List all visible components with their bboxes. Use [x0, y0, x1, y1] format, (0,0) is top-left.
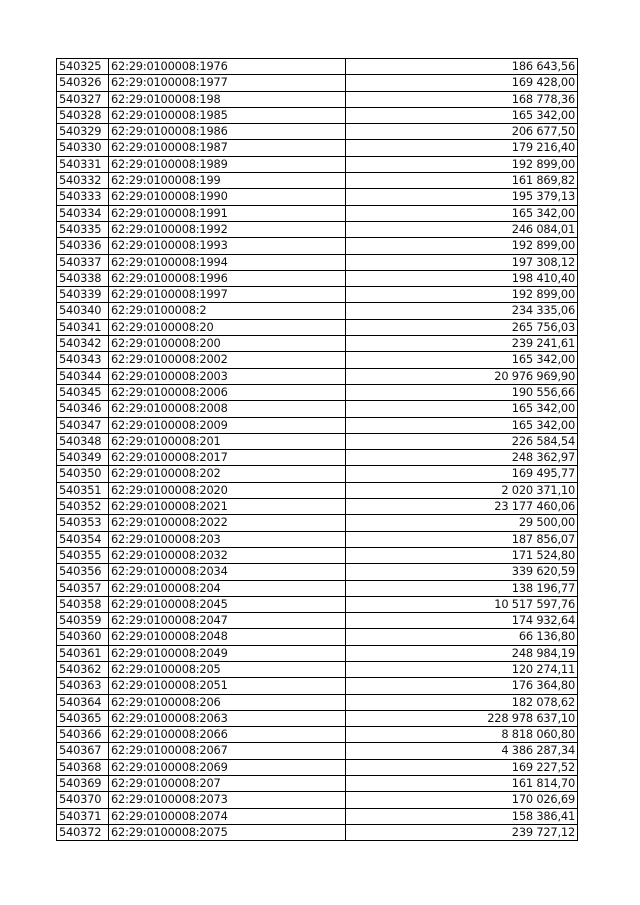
table-row [57, 727, 578, 743]
table-row [57, 336, 578, 352]
cadastral-number-cell: 62:29:0100008:2003 [109, 368, 346, 384]
table-row [57, 694, 578, 710]
cadastral-number-cell: 62:29:0100008:2048 [109, 629, 346, 645]
table-row [57, 221, 578, 237]
table-row [57, 384, 578, 400]
cadastral-value-cell: 197 308,12 [346, 254, 578, 270]
cadastral-value-cell: 179 216,40 [346, 140, 578, 156]
cadastral-value-cell: 158 386,41 [346, 808, 578, 824]
cadastral-number-cell: 62:29:0100008:2066 [109, 727, 346, 743]
table-row [57, 482, 578, 498]
table-row [57, 629, 578, 645]
table-row [57, 417, 578, 433]
table-row [57, 678, 578, 694]
row-number-cell: 540329 [57, 124, 109, 140]
cadastral-value-cell: 29 500,00 [346, 515, 578, 531]
cadastral-number-cell: 62:29:0100008:20 [109, 319, 346, 335]
table-row [57, 776, 578, 792]
cadastral-number-cell: 62:29:0100008:1991 [109, 205, 346, 221]
cadastral-number-cell: 62:29:0100008:2051 [109, 678, 346, 694]
cadastral-value-cell: 20 976 969,90 [346, 368, 578, 384]
row-number-cell: 540357 [57, 580, 109, 596]
row-number-cell: 540352 [57, 499, 109, 515]
table-row [57, 433, 578, 449]
table-row [57, 287, 578, 303]
row-number-cell: 540331 [57, 156, 109, 172]
cadastral-number-cell: 62:29:0100008:199 [109, 173, 346, 189]
row-number-cell: 540350 [57, 466, 109, 482]
row-number-cell: 540367 [57, 743, 109, 759]
row-number-cell: 540326 [57, 75, 109, 91]
cadastral-value-cell: 169 428,00 [346, 75, 578, 91]
cadastral-value-cell: 239 727,12 [346, 824, 578, 840]
cadastral-number-cell: 62:29:0100008:206 [109, 694, 346, 710]
table-row [57, 450, 578, 466]
table-row [57, 759, 578, 775]
row-number-cell: 540353 [57, 515, 109, 531]
row-number-cell: 540340 [57, 303, 109, 319]
cadastral-value-cell: 10 517 597,76 [346, 596, 578, 612]
cadastral-number-cell: 62:29:0100008:2022 [109, 515, 346, 531]
table-row [57, 270, 578, 286]
cadastral-number-cell: 62:29:0100008:2067 [109, 743, 346, 759]
table-row [57, 254, 578, 270]
cadastral-value-cell: 192 899,00 [346, 156, 578, 172]
cadastral-value-cell: 248 362,97 [346, 450, 578, 466]
cadastral-value-cell: 195 379,13 [346, 189, 578, 205]
cadastral-number-cell: 62:29:0100008:1987 [109, 140, 346, 156]
table-row [57, 189, 578, 205]
cadastral-value-cell: 8 818 060,80 [346, 727, 578, 743]
table-row [57, 531, 578, 547]
cadastral-value-cell: 339 620,59 [346, 564, 578, 580]
row-number-cell: 540337 [57, 254, 109, 270]
cadastral-number-cell: 62:29:0100008:203 [109, 531, 346, 547]
cadastral-value-cell: 165 342,00 [346, 352, 578, 368]
cadastral-number-cell: 62:29:0100008:2045 [109, 596, 346, 612]
row-number-cell: 540334 [57, 205, 109, 221]
table-row [57, 466, 578, 482]
row-number-cell: 540325 [57, 59, 109, 75]
cadastral-value-cell: 228 978 637,10 [346, 710, 578, 726]
table-row [57, 596, 578, 612]
cadastral-number-cell: 62:29:0100008:2008 [109, 401, 346, 417]
row-number-cell: 540354 [57, 531, 109, 547]
row-number-cell: 540346 [57, 401, 109, 417]
row-number-cell: 540345 [57, 384, 109, 400]
table-row [57, 547, 578, 563]
cadastral-number-cell: 62:29:0100008:1992 [109, 221, 346, 237]
table-row [57, 710, 578, 726]
cadastral-value-cell: 174 932,64 [346, 613, 578, 629]
cadastral-number-cell: 62:29:0100008:1989 [109, 156, 346, 172]
table-row [57, 59, 578, 75]
row-number-cell: 540359 [57, 613, 109, 629]
cadastral-number-cell: 62:29:0100008:2006 [109, 384, 346, 400]
table-row [57, 352, 578, 368]
cadastral-value-cell: 169 495,77 [346, 466, 578, 482]
cadastral-value-cell: 186 643,56 [346, 59, 578, 75]
row-number-cell: 540339 [57, 287, 109, 303]
row-number-cell: 540330 [57, 140, 109, 156]
cadastral-number-cell: 62:29:0100008:2047 [109, 613, 346, 629]
row-number-cell: 540369 [57, 776, 109, 792]
cadastral-number-cell: 62:29:0100008:1996 [109, 270, 346, 286]
cadastral-value-cell: 165 342,00 [346, 205, 578, 221]
cadastral-value-cell: 239 241,61 [346, 336, 578, 352]
table-row [57, 368, 578, 384]
cadastral-value-cell: 176 364,80 [346, 678, 578, 694]
cadastral-number-cell: 62:29:0100008:204 [109, 580, 346, 596]
cadastral-value-cell: 187 856,07 [346, 531, 578, 547]
cadastral-value-cell: 248 984,19 [346, 645, 578, 661]
table-row [57, 499, 578, 515]
row-number-cell: 540335 [57, 221, 109, 237]
cadastral-number-cell: 62:29:0100008:1997 [109, 287, 346, 303]
row-number-cell: 540341 [57, 319, 109, 335]
cadastral-value-cell: 265 756,03 [346, 319, 578, 335]
cadastral-number-cell: 62:29:0100008:2021 [109, 499, 346, 515]
cadastral-value-table [56, 58, 578, 841]
cadastral-number-cell: 62:29:0100008:1990 [109, 189, 346, 205]
cadastral-value-cell: 226 584,54 [346, 433, 578, 449]
table-row [57, 238, 578, 254]
cadastral-number-cell: 62:29:0100008:2063 [109, 710, 346, 726]
cadastral-number-cell: 62:29:0100008:201 [109, 433, 346, 449]
cadastral-value-cell: 192 899,00 [346, 287, 578, 303]
cadastral-number-cell: 62:29:0100008:202 [109, 466, 346, 482]
cadastral-number-cell: 62:29:0100008:2034 [109, 564, 346, 580]
cadastral-number-cell: 62:29:0100008:1977 [109, 75, 346, 91]
cadastral-value-cell: 2 020 371,10 [346, 482, 578, 498]
cadastral-number-cell: 62:29:0100008:2017 [109, 450, 346, 466]
cadastral-number-cell: 62:29:0100008:2009 [109, 417, 346, 433]
row-number-cell: 540370 [57, 792, 109, 808]
table-row [57, 808, 578, 824]
row-number-cell: 540344 [57, 368, 109, 384]
row-number-cell: 540366 [57, 727, 109, 743]
cadastral-value-cell: 182 078,62 [346, 694, 578, 710]
cadastral-number-cell: 62:29:0100008:1976 [109, 59, 346, 75]
table-body [57, 59, 578, 841]
cadastral-value-cell: 170 026,69 [346, 792, 578, 808]
table-row [57, 645, 578, 661]
row-number-cell: 540358 [57, 596, 109, 612]
row-number-cell: 540351 [57, 482, 109, 498]
table-row [57, 319, 578, 335]
table-row [57, 580, 578, 596]
cadastral-value-cell: 206 677,50 [346, 124, 578, 140]
table-row [57, 792, 578, 808]
row-number-cell: 540363 [57, 678, 109, 694]
cadastral-number-cell: 62:29:0100008:2020 [109, 482, 346, 498]
row-number-cell: 540328 [57, 107, 109, 123]
cadastral-number-cell: 62:29:0100008:2075 [109, 824, 346, 840]
cadastral-number-cell: 62:29:0100008:2069 [109, 759, 346, 775]
table-row [57, 824, 578, 840]
cadastral-number-cell: 62:29:0100008:1986 [109, 124, 346, 140]
cadastral-number-cell: 62:29:0100008:2002 [109, 352, 346, 368]
row-number-cell: 540332 [57, 173, 109, 189]
table-row [57, 140, 578, 156]
table-row [57, 173, 578, 189]
row-number-cell: 540372 [57, 824, 109, 840]
table-row [57, 205, 578, 221]
cadastral-value-cell: 4 386 287,34 [346, 743, 578, 759]
cadastral-number-cell: 62:29:0100008:2049 [109, 645, 346, 661]
row-number-cell: 540365 [57, 710, 109, 726]
row-number-cell: 540362 [57, 661, 109, 677]
table-row [57, 124, 578, 140]
cadastral-value-cell: 198 410,40 [346, 270, 578, 286]
cadastral-value-cell: 161 814,70 [346, 776, 578, 792]
row-number-cell: 540336 [57, 238, 109, 254]
cadastral-value-cell: 165 342,00 [346, 107, 578, 123]
cadastral-number-cell: 62:29:0100008:200 [109, 336, 346, 352]
table-row [57, 91, 578, 107]
cadastral-value-cell: 169 227,52 [346, 759, 578, 775]
row-number-cell: 540371 [57, 808, 109, 824]
cadastral-number-cell: 62:29:0100008:1994 [109, 254, 346, 270]
table-row [57, 303, 578, 319]
row-number-cell: 540327 [57, 91, 109, 107]
cadastral-value-cell: 165 342,00 [346, 417, 578, 433]
table-row [57, 743, 578, 759]
table-row [57, 107, 578, 123]
cadastral-number-cell: 62:29:0100008:2074 [109, 808, 346, 824]
cadastral-value-cell: 234 335,06 [346, 303, 578, 319]
cadastral-value-cell: 190 556,66 [346, 384, 578, 400]
cadastral-number-cell: 62:29:0100008:205 [109, 661, 346, 677]
row-number-cell: 540338 [57, 270, 109, 286]
table-row [57, 661, 578, 677]
row-number-cell: 540360 [57, 629, 109, 645]
table-row [57, 515, 578, 531]
table-row [57, 401, 578, 417]
cadastral-number-cell: 62:29:0100008:1985 [109, 107, 346, 123]
cadastral-value-cell: 23 177 460,06 [346, 499, 578, 515]
row-number-cell: 540342 [57, 336, 109, 352]
row-number-cell: 540364 [57, 694, 109, 710]
cadastral-number-cell: 62:29:0100008:1993 [109, 238, 346, 254]
table-row [57, 564, 578, 580]
cadastral-value-cell: 171 524,80 [346, 547, 578, 563]
cadastral-number-cell: 62:29:0100008:198 [109, 91, 346, 107]
row-number-cell: 540348 [57, 433, 109, 449]
cadastral-value-cell: 120 274,11 [346, 661, 578, 677]
row-number-cell: 540356 [57, 564, 109, 580]
row-number-cell: 540355 [57, 547, 109, 563]
cadastral-number-cell: 62:29:0100008:2073 [109, 792, 346, 808]
row-number-cell: 540347 [57, 417, 109, 433]
row-number-cell: 540349 [57, 450, 109, 466]
cadastral-value-cell: 165 342,00 [346, 401, 578, 417]
cadastral-number-cell: 62:29:0100008:2 [109, 303, 346, 319]
row-number-cell: 540343 [57, 352, 109, 368]
row-number-cell: 540368 [57, 759, 109, 775]
cadastral-value-cell: 192 899,00 [346, 238, 578, 254]
row-number-cell: 540361 [57, 645, 109, 661]
table-row [57, 75, 578, 91]
cadastral-value-cell: 138 196,77 [346, 580, 578, 596]
cadastral-value-cell: 246 084,01 [346, 221, 578, 237]
table-row [57, 613, 578, 629]
table-row [57, 156, 578, 172]
row-number-cell: 540333 [57, 189, 109, 205]
cadastral-number-cell: 62:29:0100008:207 [109, 776, 346, 792]
cadastral-value-cell: 168 778,36 [346, 91, 578, 107]
cadastral-value-cell: 161 869,82 [346, 173, 578, 189]
cadastral-number-cell: 62:29:0100008:2032 [109, 547, 346, 563]
cadastral-value-cell: 66 136,80 [346, 629, 578, 645]
